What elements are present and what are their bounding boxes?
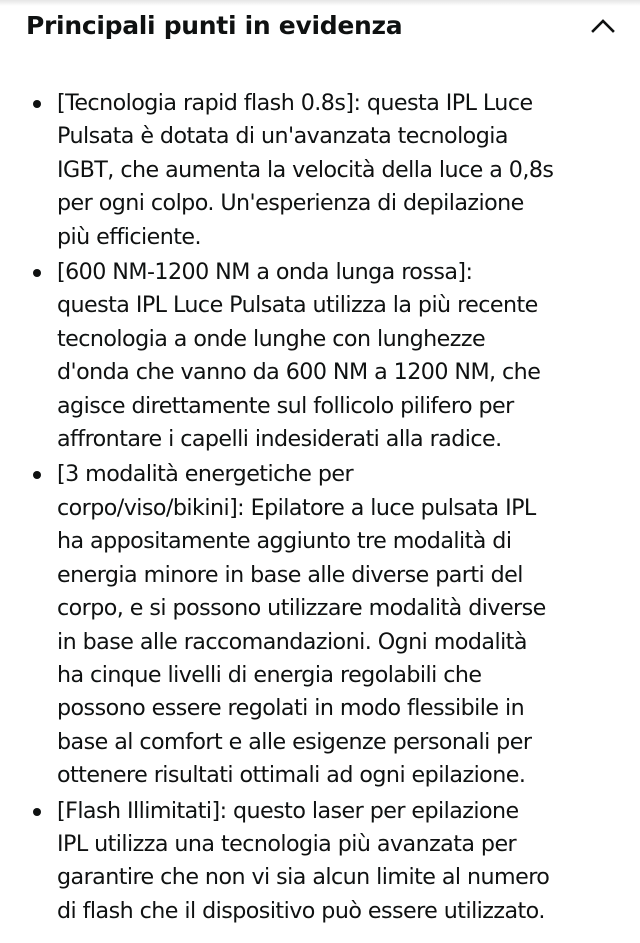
highlight-text-line: possono essere regolati in modo flessibile in <box>57 695 525 722</box>
highlight-text-line: tecnologia a onde lunghe con lunghezze <box>57 325 486 352</box>
highlight-text-line: [3 modalità energetiche per <box>57 461 354 488</box>
highlight-text-line: garantire che non vi sia alcun limite al numero <box>57 864 550 891</box>
highlight-text-line: in base alle raccomandazioni. Ogni modalità <box>57 628 527 655</box>
highlight-text-line: più efficiente. <box>57 223 202 250</box>
highlight-text-line: agisce direttamente sul follicolo pilifero per <box>57 392 514 419</box>
bullet-icon <box>33 100 41 108</box>
highlight-text-line: affrontare i capelli indesiderati alla radice. <box>57 426 502 453</box>
section-header[interactable] <box>0 0 640 60</box>
section-title: Principali punti in evidenza <box>26 11 403 40</box>
highlight-item-unlimited-flash <box>0 795 640 929</box>
highlight-text-line: corpo, e si possono utilizzare modalità diverse <box>57 595 546 622</box>
highlight-text-line: ha cinque livelli di energia regolabili che <box>57 661 482 688</box>
highlight-text-line: [Tecnologia rapid flash 0.8s]: questa IPL Luce <box>57 90 533 116</box>
highlight-text-line: d'onda che vanno da 600 NM a 1200 NM, che <box>57 359 541 386</box>
highlights-list <box>0 87 640 930</box>
highlight-text-line: ha appositamente aggiunto tre modalità di <box>57 528 512 555</box>
highlight-text-line: energia minore in base alle diverse parti del <box>57 561 523 588</box>
bullet-icon <box>33 269 41 277</box>
highlight-text-line: [Flash Illimitati]: questo laser per epilazione <box>57 797 519 824</box>
highlight-text-line: IGBT, che aumenta la velocità della luce a 0,8s <box>57 156 554 183</box>
highlight-text-line: [600 NM-1200 NM a onda lunga rossa]: <box>57 259 473 286</box>
highlight-item-rapid-flash <box>0 87 640 254</box>
highlight-text-line: questa IPL Luce Pulsata utilizza la più recente <box>57 292 538 319</box>
bullet-icon <box>33 808 41 816</box>
collapse-button[interactable] <box>585 10 621 38</box>
highlight-text-line: Pulsata è dotata di un'avanzata tecnologia <box>57 123 508 150</box>
chevron-up-icon <box>585 10 621 38</box>
bullet-icon <box>33 471 41 479</box>
highlight-text-line: corpo/viso/bikini]: Epilatore a luce pulsata IPL <box>57 494 536 521</box>
highlight-text-line: per ogni colpo. Un'esperienza di depilazione <box>57 190 524 217</box>
highlight-text-line: IPL utilizza una tecnologia più avanzata per <box>57 830 517 857</box>
highlight-text-line: di flash che il dispositivo può essere utilizzato. <box>57 897 545 924</box>
highlight-text-line: base al comfort e alle esigenze personali per <box>57 728 532 755</box>
highlight-text-line: ottenere risultati ottimali ad ogni epilazione. <box>57 762 526 789</box>
highlight-item-wavelength <box>0 256 640 456</box>
highlight-item-energy-modes <box>0 458 640 792</box>
